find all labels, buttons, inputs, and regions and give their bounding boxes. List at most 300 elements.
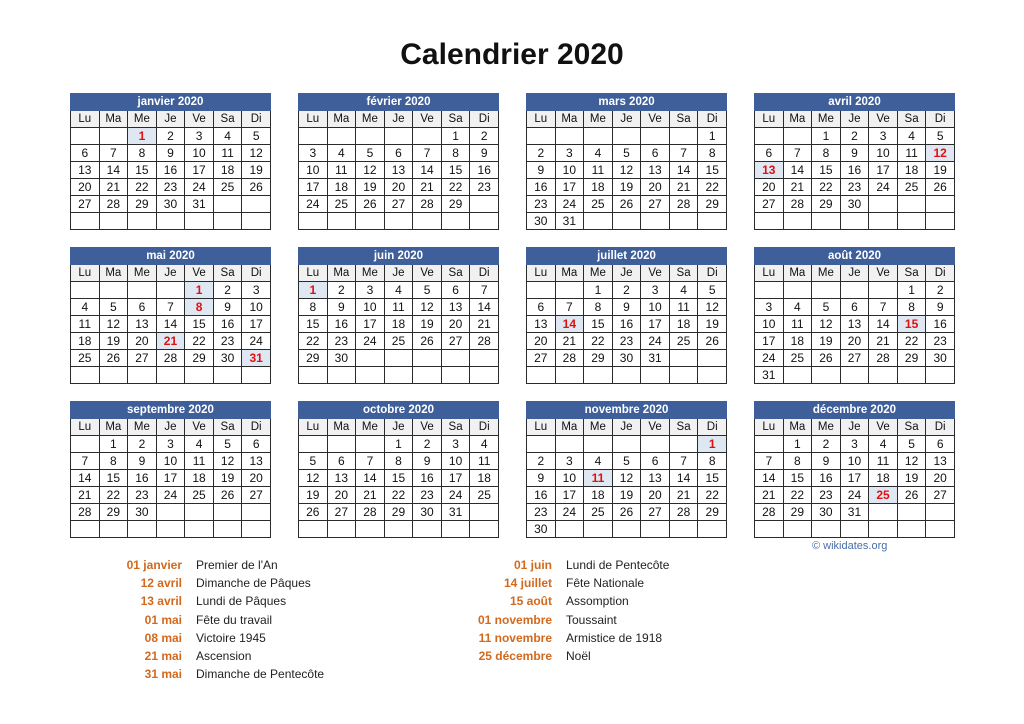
day-cell: 2: [156, 128, 185, 145]
weekday-header: Ve: [641, 419, 670, 436]
empty-day-cell: [384, 128, 413, 145]
empty-day-cell: [783, 213, 812, 230]
day-cell: 25: [185, 487, 214, 504]
day-cell: 30: [527, 521, 556, 538]
holiday-name: Dimanche de Pentecôte: [196, 667, 325, 682]
empty-day-cell: [441, 350, 470, 367]
holiday-list-right: [478, 556, 669, 665]
day-cell: 19: [213, 470, 242, 487]
day-cell: 13: [384, 162, 413, 179]
day-cell: 22: [584, 333, 613, 350]
empty-day-cell: [926, 196, 955, 213]
day-cell: 3: [755, 299, 784, 316]
day-cell: 7: [669, 145, 698, 162]
day-cell: 12: [242, 145, 271, 162]
empty-day-cell: [213, 521, 242, 538]
weekday-header: Je: [384, 419, 413, 436]
day-cell: 20: [384, 179, 413, 196]
day-cell: 13: [641, 162, 670, 179]
day-cell: 8: [897, 299, 926, 316]
day-cell: 19: [926, 162, 955, 179]
day-cell: 17: [555, 487, 584, 504]
day-cell: 21: [470, 316, 499, 333]
day-cell: 4: [584, 145, 613, 162]
day-cell: 24: [441, 487, 470, 504]
day-cell: 29: [299, 350, 328, 367]
day-cell: 20: [71, 179, 100, 196]
day-cell: 1: [441, 128, 470, 145]
day-cell: 2: [840, 128, 869, 145]
day-cell: 28: [356, 504, 385, 521]
day-cell: 1: [698, 128, 727, 145]
empty-day-cell: [669, 350, 698, 367]
day-cell: 1: [128, 128, 157, 145]
day-cell: 12: [299, 470, 328, 487]
weekday-header: Lu: [299, 419, 328, 436]
weekday-header: Sa: [441, 419, 470, 436]
day-cell: 8: [783, 453, 812, 470]
day-cell: 21: [869, 333, 898, 350]
day-cell: 12: [612, 162, 641, 179]
empty-day-cell: [71, 367, 100, 384]
day-cell: 9: [812, 453, 841, 470]
day-cell: 28: [755, 504, 784, 521]
empty-day-cell: [413, 213, 442, 230]
day-cell: 5: [242, 128, 271, 145]
day-cell: 16: [527, 487, 556, 504]
day-cell: 31: [242, 350, 271, 367]
weekday-header: Ve: [641, 265, 670, 282]
day-cell: 18: [783, 333, 812, 350]
empty-day-cell: [327, 213, 356, 230]
day-cell: 4: [71, 299, 100, 316]
day-cell: 15: [185, 316, 214, 333]
day-cell: 26: [926, 179, 955, 196]
day-cell: 16: [213, 316, 242, 333]
day-cell: 18: [213, 162, 242, 179]
month-header: septembre 2020: [71, 402, 271, 419]
day-cell: 13: [327, 470, 356, 487]
month-calendar: [754, 93, 955, 230]
day-cell: 22: [812, 179, 841, 196]
credit-link[interactable]: © wikidates.org: [812, 540, 888, 552]
empty-day-cell: [128, 213, 157, 230]
day-cell: 18: [669, 316, 698, 333]
empty-day-cell: [783, 521, 812, 538]
day-cell: 20: [242, 470, 271, 487]
month-calendar: [298, 401, 499, 538]
day-cell: 9: [470, 145, 499, 162]
empty-day-cell: [612, 213, 641, 230]
weekday-header: Lu: [755, 419, 784, 436]
day-cell: 10: [299, 162, 328, 179]
day-cell: 24: [869, 179, 898, 196]
weekday-header: Sa: [441, 111, 470, 128]
day-cell: 1: [185, 282, 214, 299]
empty-day-cell: [926, 521, 955, 538]
weekday-header: Je: [156, 419, 185, 436]
day-cell: 26: [99, 350, 128, 367]
day-cell: 11: [897, 145, 926, 162]
day-cell: 11: [584, 470, 613, 487]
day-cell: 28: [413, 196, 442, 213]
day-cell: 20: [641, 487, 670, 504]
weekday-header: Me: [584, 111, 613, 128]
empty-day-cell: [755, 213, 784, 230]
holiday-name: Premier de l'An: [196, 558, 278, 572]
day-cell: 12: [213, 453, 242, 470]
day-cell: 14: [669, 470, 698, 487]
empty-day-cell: [470, 213, 499, 230]
day-cell: 17: [156, 470, 185, 487]
empty-day-cell: [156, 521, 185, 538]
holiday-item: [478, 629, 669, 647]
holiday-name: Armistice de 1918: [566, 630, 663, 645]
day-cell: 25: [783, 350, 812, 367]
day-cell: 18: [897, 162, 926, 179]
day-cell: 9: [840, 145, 869, 162]
day-cell: 10: [755, 316, 784, 333]
day-cell: 2: [470, 128, 499, 145]
day-cell: 2: [327, 282, 356, 299]
day-cell: 6: [128, 299, 157, 316]
day-cell: 26: [612, 196, 641, 213]
empty-day-cell: [555, 521, 584, 538]
weekday-header: Lu: [527, 111, 556, 128]
day-cell: 30: [812, 504, 841, 521]
holiday-item: [110, 574, 324, 592]
day-cell: 17: [555, 179, 584, 196]
day-cell: 19: [612, 179, 641, 196]
day-cell: 25: [584, 196, 613, 213]
day-cell: 25: [71, 350, 100, 367]
holiday-date: 01 mai: [144, 612, 182, 627]
weekday-header: Di: [698, 419, 727, 436]
empty-day-cell: [641, 213, 670, 230]
holiday-name: Toussaint: [566, 612, 617, 627]
day-cell: 4: [869, 436, 898, 453]
holiday-list-left: [110, 556, 324, 683]
empty-day-cell: [242, 504, 271, 521]
empty-day-cell: [128, 521, 157, 538]
day-cell: 25: [584, 504, 613, 521]
holiday-date: 01 novembre: [478, 612, 553, 627]
day-cell: 8: [99, 453, 128, 470]
day-cell: 25: [470, 487, 499, 504]
day-cell: 30: [612, 350, 641, 367]
weekday-header: Ve: [869, 265, 898, 282]
month-header: mai 2020: [71, 248, 271, 265]
day-cell: 28: [555, 350, 584, 367]
holiday-date: 13 avril: [140, 594, 182, 609]
empty-day-cell: [926, 213, 955, 230]
day-cell: 5: [698, 282, 727, 299]
day-cell: 13: [527, 316, 556, 333]
day-cell: 29: [99, 504, 128, 521]
empty-day-cell: [327, 436, 356, 453]
empty-day-cell: [669, 128, 698, 145]
day-cell: 4: [384, 282, 413, 299]
empty-day-cell: [99, 282, 128, 299]
day-cell: 23: [128, 487, 157, 504]
empty-day-cell: [128, 282, 157, 299]
empty-day-cell: [441, 213, 470, 230]
empty-day-cell: [812, 367, 841, 384]
empty-day-cell: [584, 521, 613, 538]
day-cell: 27: [926, 487, 955, 504]
weekday-header: Me: [356, 419, 385, 436]
empty-day-cell: [840, 521, 869, 538]
day-cell: 4: [327, 145, 356, 162]
holiday-name: Fête du travail: [196, 612, 273, 627]
empty-day-cell: [840, 367, 869, 384]
day-cell: 31: [185, 196, 214, 213]
day-cell: 26: [698, 333, 727, 350]
day-cell: 1: [384, 436, 413, 453]
day-cell: 23: [470, 179, 499, 196]
day-cell: 24: [299, 196, 328, 213]
empty-day-cell: [441, 367, 470, 384]
day-cell: 26: [242, 179, 271, 196]
weekday-header: Ma: [99, 265, 128, 282]
day-cell: 18: [584, 487, 613, 504]
day-cell: 2: [812, 436, 841, 453]
day-cell: 15: [99, 470, 128, 487]
day-cell: 8: [299, 299, 328, 316]
day-cell: 10: [242, 299, 271, 316]
day-cell: 28: [869, 350, 898, 367]
day-cell: 21: [555, 333, 584, 350]
empty-day-cell: [299, 367, 328, 384]
weekday-header: Di: [926, 265, 955, 282]
empty-day-cell: [527, 282, 556, 299]
empty-day-cell: [99, 521, 128, 538]
weekday-header: Di: [698, 111, 727, 128]
day-cell: 31: [555, 213, 584, 230]
day-cell: 29: [897, 350, 926, 367]
day-cell: 13: [128, 316, 157, 333]
weekday-header: Di: [698, 265, 727, 282]
day-cell: 16: [612, 316, 641, 333]
day-cell: 15: [783, 470, 812, 487]
day-cell: 18: [470, 470, 499, 487]
month-header: avril 2020: [755, 94, 955, 111]
empty-day-cell: [698, 521, 727, 538]
day-cell: 13: [840, 316, 869, 333]
weekday-header: Je: [612, 419, 641, 436]
day-cell: 5: [612, 453, 641, 470]
month-calendar: [526, 401, 727, 538]
month-calendar: [298, 93, 499, 230]
weekday-header: Ve: [185, 111, 214, 128]
empty-day-cell: [669, 436, 698, 453]
empty-day-cell: [242, 196, 271, 213]
day-cell: 6: [242, 436, 271, 453]
empty-day-cell: [99, 213, 128, 230]
day-cell: 8: [812, 145, 841, 162]
day-cell: 19: [242, 162, 271, 179]
day-cell: 2: [926, 282, 955, 299]
empty-day-cell: [470, 521, 499, 538]
day-cell: 24: [555, 196, 584, 213]
day-cell: 24: [242, 333, 271, 350]
day-cell: 16: [156, 162, 185, 179]
day-cell: 16: [926, 316, 955, 333]
weekday-header: Ma: [327, 265, 356, 282]
day-cell: 28: [99, 196, 128, 213]
holiday-name: Lundi de Pâques: [196, 594, 287, 609]
empty-day-cell: [327, 521, 356, 538]
day-cell: 10: [641, 299, 670, 316]
day-cell: 5: [897, 436, 926, 453]
day-cell: 22: [99, 487, 128, 504]
day-cell: 15: [897, 316, 926, 333]
empty-day-cell: [812, 282, 841, 299]
weekday-header: Ma: [555, 419, 584, 436]
empty-day-cell: [71, 521, 100, 538]
holiday-date: 14 juillet: [503, 576, 552, 591]
day-cell: 4: [470, 436, 499, 453]
day-cell: 29: [384, 504, 413, 521]
day-cell: 7: [669, 453, 698, 470]
day-cell: 17: [755, 333, 784, 350]
day-cell: 5: [356, 145, 385, 162]
day-cell: 22: [897, 333, 926, 350]
day-cell: 15: [584, 316, 613, 333]
day-cell: 16: [840, 162, 869, 179]
day-cell: 1: [783, 436, 812, 453]
day-cell: 22: [185, 333, 214, 350]
holiday-date: 01 janvier: [126, 558, 182, 572]
day-cell: 24: [185, 179, 214, 196]
day-cell: 31: [755, 367, 784, 384]
day-cell: 10: [869, 145, 898, 162]
weekday-header: Ma: [99, 419, 128, 436]
day-cell: 30: [156, 196, 185, 213]
day-cell: 30: [527, 213, 556, 230]
day-cell: 24: [356, 333, 385, 350]
empty-day-cell: [869, 521, 898, 538]
day-cell: 16: [527, 179, 556, 196]
day-cell: 15: [384, 470, 413, 487]
holiday-name: Ascension: [196, 649, 252, 664]
weekday-header: Je: [840, 419, 869, 436]
month-header: mars 2020: [527, 94, 727, 111]
day-cell: 10: [356, 299, 385, 316]
holiday-item: [478, 556, 669, 574]
day-cell: 12: [812, 316, 841, 333]
empty-day-cell: [755, 128, 784, 145]
day-cell: 7: [783, 145, 812, 162]
weekday-header: Lu: [527, 265, 556, 282]
day-cell: 28: [470, 333, 499, 350]
empty-day-cell: [299, 521, 328, 538]
day-cell: 3: [641, 282, 670, 299]
weekday-header: Ma: [99, 111, 128, 128]
day-cell: 8: [185, 299, 214, 316]
empty-day-cell: [555, 128, 584, 145]
empty-day-cell: [242, 213, 271, 230]
empty-day-cell: [555, 367, 584, 384]
weekday-header: Lu: [299, 111, 328, 128]
day-cell: 21: [669, 179, 698, 196]
day-cell: 3: [555, 453, 584, 470]
empty-day-cell: [926, 367, 955, 384]
empty-day-cell: [242, 521, 271, 538]
day-cell: 18: [185, 470, 214, 487]
day-cell: 1: [812, 128, 841, 145]
day-cell: 17: [641, 316, 670, 333]
day-cell: 15: [698, 162, 727, 179]
day-cell: 10: [555, 470, 584, 487]
day-cell: 23: [527, 504, 556, 521]
day-cell: 7: [555, 299, 584, 316]
day-cell: 22: [698, 487, 727, 504]
empty-day-cell: [783, 282, 812, 299]
day-cell: 20: [441, 316, 470, 333]
month-calendar: [754, 247, 955, 384]
day-cell: 24: [641, 333, 670, 350]
day-cell: 3: [299, 145, 328, 162]
weekday-header: Me: [356, 265, 385, 282]
day-cell: 16: [128, 470, 157, 487]
empty-day-cell: [156, 367, 185, 384]
day-cell: 18: [584, 179, 613, 196]
weekday-header: Me: [128, 111, 157, 128]
day-cell: 5: [413, 282, 442, 299]
weekday-header: Lu: [755, 265, 784, 282]
empty-day-cell: [527, 128, 556, 145]
day-cell: 29: [185, 350, 214, 367]
empty-day-cell: [584, 367, 613, 384]
day-cell: 23: [840, 179, 869, 196]
day-cell: 19: [812, 333, 841, 350]
day-cell: 24: [156, 487, 185, 504]
empty-day-cell: [441, 521, 470, 538]
day-cell: 30: [413, 504, 442, 521]
day-cell: 14: [470, 299, 499, 316]
day-cell: 2: [213, 282, 242, 299]
weekday-header: Sa: [897, 419, 926, 436]
day-cell: 9: [327, 299, 356, 316]
day-cell: 22: [698, 179, 727, 196]
empty-day-cell: [213, 504, 242, 521]
month-calendar: [526, 93, 727, 230]
day-cell: 27: [327, 504, 356, 521]
empty-day-cell: [99, 367, 128, 384]
day-cell: 9: [527, 470, 556, 487]
empty-day-cell: [299, 213, 328, 230]
day-cell: 29: [783, 504, 812, 521]
empty-day-cell: [213, 367, 242, 384]
day-cell: 14: [413, 162, 442, 179]
day-cell: 27: [641, 504, 670, 521]
day-cell: 14: [783, 162, 812, 179]
empty-day-cell: [213, 213, 242, 230]
empty-day-cell: [356, 350, 385, 367]
day-cell: 3: [840, 436, 869, 453]
empty-day-cell: [185, 521, 214, 538]
empty-day-cell: [897, 213, 926, 230]
empty-day-cell: [71, 282, 100, 299]
day-cell: 26: [356, 196, 385, 213]
empty-day-cell: [384, 213, 413, 230]
day-cell: 7: [156, 299, 185, 316]
day-cell: 2: [527, 453, 556, 470]
day-cell: 6: [441, 282, 470, 299]
day-cell: 30: [840, 196, 869, 213]
day-cell: 22: [783, 487, 812, 504]
